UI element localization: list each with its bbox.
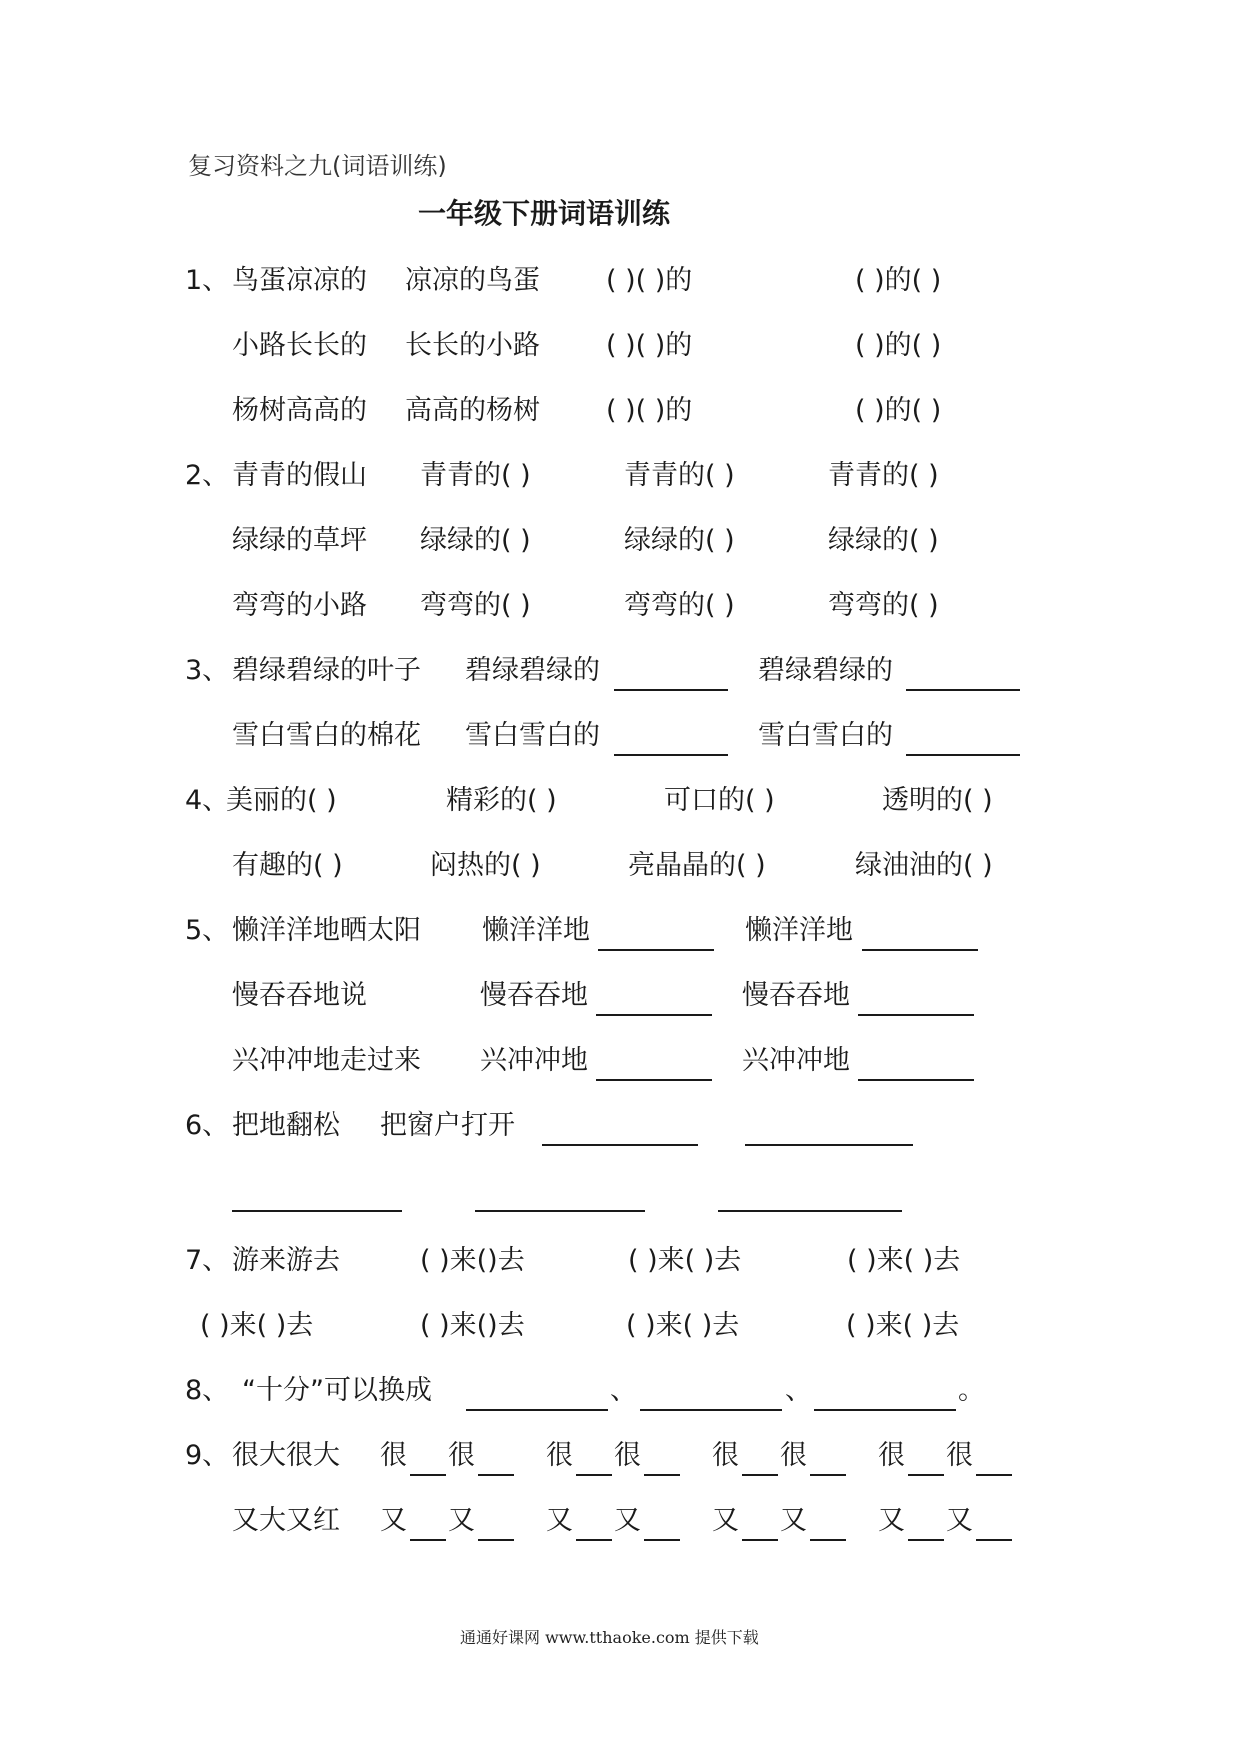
phrase: 弯弯的小路 xyxy=(232,590,367,621)
phrase-part: 又 xyxy=(946,1505,973,1536)
phrase-part: 很 xyxy=(546,1440,573,1471)
phrase: 鸟蛋凉凉的 xyxy=(232,265,367,296)
fill-blank: ( )来()去 xyxy=(420,1310,525,1341)
phrase: 慢吞吞地说 xyxy=(232,980,367,1011)
answer-line xyxy=(478,1474,514,1476)
phrase-stem: 雪白雪白的 xyxy=(465,720,600,751)
phrase: 凉凉的鸟蛋 xyxy=(405,265,540,296)
answer-line xyxy=(466,1409,608,1411)
answer-line xyxy=(745,1144,913,1146)
phrase: 青青的假山 xyxy=(232,460,367,491)
phrase-stem: 碧绿碧绿的 xyxy=(758,655,893,686)
answer-line xyxy=(976,1539,1012,1541)
fill-blank: 绿油油的( ) xyxy=(855,850,993,881)
fill-blank: 美丽的( ) xyxy=(226,785,337,816)
fill-blank: 弯弯的( ) xyxy=(828,590,939,621)
fill-blank: ( )来()去 xyxy=(420,1245,525,1276)
footer-credit: 通通好课网 www.tthaoke.com 提供下载 xyxy=(460,1628,759,1647)
question-number: 7、 xyxy=(185,1245,230,1276)
answer-line xyxy=(718,1210,902,1212)
fill-blank: 闷热的( ) xyxy=(430,850,541,881)
phrase: 很大很大 xyxy=(232,1440,340,1471)
answer-line xyxy=(478,1539,514,1541)
answer-line xyxy=(576,1539,612,1541)
fill-blank: ( )来( )去 xyxy=(846,1310,960,1341)
fill-blank: 精彩的( ) xyxy=(446,785,557,816)
phrase: “十分”可以换成 xyxy=(242,1375,432,1406)
separator: 、 xyxy=(785,1375,812,1406)
answer-line xyxy=(596,1079,712,1081)
period: 。 xyxy=(958,1375,985,1406)
answer-line xyxy=(908,1539,944,1541)
phrase: 碧绿碧绿的叶子 xyxy=(232,655,421,686)
fill-blank: 有趣的( ) xyxy=(232,850,343,881)
answer-line xyxy=(640,1409,782,1411)
answer-line xyxy=(908,1474,944,1476)
answer-line xyxy=(862,949,978,951)
answer-line xyxy=(614,689,728,691)
fill-blank: 青青的( ) xyxy=(420,460,531,491)
phrase-part: 很 xyxy=(780,1440,807,1471)
phrase: 绿绿的草坪 xyxy=(232,525,367,556)
phrase: 小路长长的 xyxy=(232,330,367,361)
question-number: 2、 xyxy=(185,460,230,491)
fill-blank: ( )( )的 xyxy=(606,330,693,361)
answer-line xyxy=(810,1474,846,1476)
answer-line xyxy=(644,1539,680,1541)
page-title: 一年级下册词语训练 xyxy=(418,197,671,230)
answer-line xyxy=(542,1144,698,1146)
question-number: 8、 xyxy=(185,1375,230,1406)
question-number: 5、 xyxy=(185,915,230,946)
phrase-stem: 慢吞吞地 xyxy=(480,980,588,1011)
phrase-stem: 兴冲冲地 xyxy=(742,1045,850,1076)
phrase-stem: 碧绿碧绿的 xyxy=(465,655,600,686)
phrase: 高高的杨树 xyxy=(405,395,540,426)
phrase: 兴冲冲地走过来 xyxy=(232,1045,421,1076)
fill-blank: ( )的( ) xyxy=(855,395,942,426)
fill-blank: 绿绿的( ) xyxy=(828,525,939,556)
fill-blank: ( )的( ) xyxy=(855,265,942,296)
phrase: 把地翻松 xyxy=(232,1110,340,1141)
question-number: 3、 xyxy=(185,655,230,686)
question-number: 6、 xyxy=(185,1110,230,1141)
answer-line xyxy=(906,754,1020,756)
fill-blank: 绿绿的( ) xyxy=(420,525,531,556)
fill-blank: ( )来( )去 xyxy=(847,1245,961,1276)
phrase-stem: 慢吞吞地 xyxy=(742,980,850,1011)
answer-line xyxy=(858,1014,974,1016)
phrase: 游来游去 xyxy=(232,1245,340,1276)
answer-line xyxy=(410,1539,446,1541)
answer-line xyxy=(596,1014,712,1016)
fill-blank: 亮晶晶的( ) xyxy=(628,850,766,881)
fill-blank: 绿绿的( ) xyxy=(624,525,735,556)
phrase: 杨树高高的 xyxy=(232,395,367,426)
phrase-part: 又 xyxy=(546,1505,573,1536)
fill-blank: ( )( )的 xyxy=(606,395,693,426)
answer-line xyxy=(858,1079,974,1081)
phrase-part: 很 xyxy=(380,1440,407,1471)
phrase: 懒洋洋地晒太阳 xyxy=(232,915,421,946)
phrase-stem: 懒洋洋地 xyxy=(745,915,853,946)
answer-line xyxy=(614,754,728,756)
phrase: 雪白雪白的棉花 xyxy=(232,720,421,751)
phrase-part: 又 xyxy=(780,1505,807,1536)
phrase-part: 又 xyxy=(878,1505,905,1536)
phrase-part: 又 xyxy=(614,1505,641,1536)
answer-line xyxy=(814,1409,956,1411)
phrase-stem: 雪白雪白的 xyxy=(758,720,893,751)
phrase-stem: 兴冲冲地 xyxy=(480,1045,588,1076)
answer-line xyxy=(475,1210,645,1212)
question-number: 4、 xyxy=(185,785,230,816)
answer-line xyxy=(976,1474,1012,1476)
fill-blank: ( )来( )去 xyxy=(628,1245,742,1276)
separator: 、 xyxy=(610,1375,637,1406)
fill-blank: ( )( )的 xyxy=(606,265,693,296)
phrase: 长长的小路 xyxy=(405,330,540,361)
phrase-part: 很 xyxy=(878,1440,905,1471)
answer-line xyxy=(810,1539,846,1541)
answer-line xyxy=(906,689,1020,691)
fill-blank: 透明的( ) xyxy=(882,785,993,816)
phrase-part: 很 xyxy=(946,1440,973,1471)
fill-blank: 弯弯的( ) xyxy=(420,590,531,621)
phrase-part: 又 xyxy=(448,1505,475,1536)
phrase-part: 很 xyxy=(614,1440,641,1471)
phrase-part: 又 xyxy=(712,1505,739,1536)
question-number: 9、 xyxy=(185,1440,230,1471)
phrase-part: 很 xyxy=(712,1440,739,1471)
fill-blank: 可口的( ) xyxy=(664,785,775,816)
question-number: 1、 xyxy=(185,265,230,296)
phrase: 又大又红 xyxy=(232,1505,340,1536)
fill-blank: ( )的( ) xyxy=(855,330,942,361)
answer-line xyxy=(742,1539,778,1541)
document-subtitle: 复习资料之九(词语训练) xyxy=(188,152,447,180)
phrase-part: 很 xyxy=(448,1440,475,1471)
phrase: 把窗户打开 xyxy=(380,1110,515,1141)
fill-blank: ( )来( )去 xyxy=(200,1310,314,1341)
phrase-stem: 懒洋洋地 xyxy=(482,915,590,946)
answer-line xyxy=(232,1210,402,1212)
fill-blank: 青青的( ) xyxy=(624,460,735,491)
answer-line xyxy=(644,1474,680,1476)
fill-blank: ( )来( )去 xyxy=(626,1310,740,1341)
answer-line xyxy=(576,1474,612,1476)
fill-blank: 青青的( ) xyxy=(828,460,939,491)
fill-blank: 弯弯的( ) xyxy=(624,590,735,621)
answer-line xyxy=(598,949,714,951)
answer-line xyxy=(410,1474,446,1476)
answer-line xyxy=(742,1474,778,1476)
phrase-part: 又 xyxy=(380,1505,407,1536)
